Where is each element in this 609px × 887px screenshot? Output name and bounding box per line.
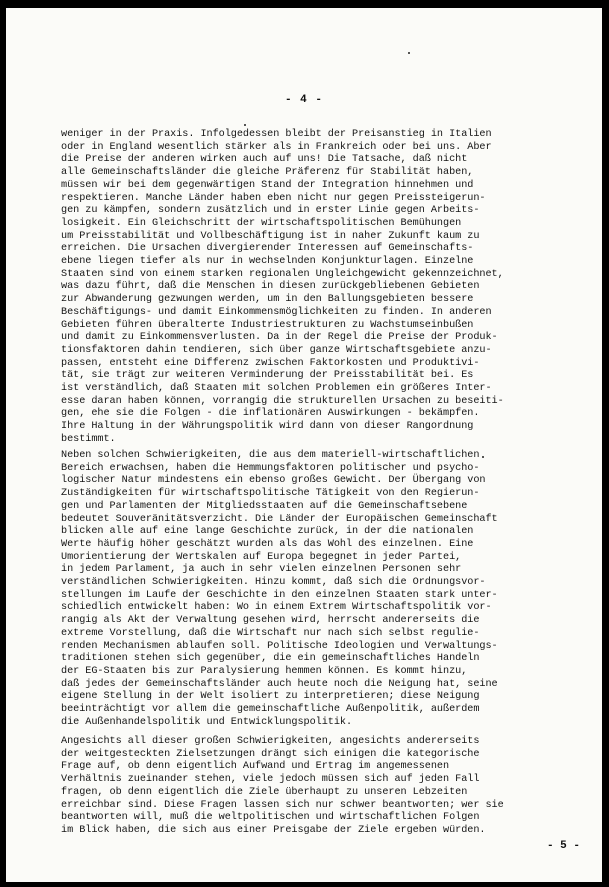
text-line: extreme Vorstellung, daß die Wirtschaft nur nach sich selbst regulie- [61, 627, 480, 639]
scan-speck [244, 124, 246, 126]
text-line: was dazu führt, daß die Menschen in diesen zurückgebliebenen Gebieten [61, 281, 480, 293]
text-line: die Preise der anderen wirken auch auf uns! Die Tatsache, daß nicht [61, 154, 468, 166]
text-line: ebene liegen tiefer als nur in wechselnden Konjunkturlagen. Einzelne [61, 256, 474, 268]
text-line: bestimmt. [61, 433, 116, 445]
text-line: und damit zu Einkommensverlusten. Da in der Regel die Preise der Produk- [61, 332, 498, 344]
text-line: um Preisstabilität und Vollbeschäftigung ist in naher Zukunft kaum zu [61, 230, 480, 242]
text-line: stellungen im Laufe der Geschichte in den einzelnen Staaten stark unter- [61, 589, 498, 601]
text-line: passen, entsteht eine Differenz zwischen Faktorkosten und Produktivi- [61, 357, 480, 369]
text-line: esse daran haben können, vorrangig die strukturellen Ursachen zu beseiti- [61, 395, 504, 407]
text-line: eigene Stellung in der Welt isoliert zu interpretieren; diese Neigung [61, 691, 480, 703]
text-line: erreichen. Die Ursachen divergierender Interessen auf Gemeinschafts- [61, 243, 474, 255]
text-line: tionsfaktoren dahin tendieren, sich über ganze Wirtschaftsgebiete anzu- [61, 344, 492, 356]
text-line: traditionen stehen sich gegenüber, die ein gemeinschaftliches Handeln [61, 653, 480, 665]
scan-speck [408, 52, 410, 54]
text-line: die Außenhandelspolitik und Entwicklungspolitik. [61, 716, 353, 728]
text-line: Angesichts all dieser großen Schwierigkeiten, angesichts andererseits [61, 736, 480, 747]
text-line: Werte häufig höher geschätzt wurden als das Wohl des einzelnen. Eine [61, 538, 474, 550]
text-line: erreichbar sind. Diese Fragen lassen sich nur schwer beantworten; wer sie [61, 799, 504, 811]
text-line: blicken alle auf eine lange Geschichte zurück, in der die nationalen [61, 526, 474, 538]
text-line: der weitgesteckten Zielsetzungen drängt sich einigen die kategorische [61, 748, 480, 760]
text-line: rangig als Akt der Verwaltung gesehen wird, herrscht andererseits die [61, 615, 480, 627]
scan-border-right [601, 0, 609, 887]
text-line: beantworten will, muß die weltpolitischen und wirtschaftlichen Folgen [61, 812, 480, 824]
text-line: gen zu kämpfen, sondern zusätzlich und in erster Linie gegen Arbeits- [61, 205, 480, 217]
page-number: - 4 - [284, 94, 323, 106]
text-line: alle Gemeinschaftsländer die gleiche Präferenz für Stabilität haben, [61, 167, 474, 179]
text-line: weniger in der Praxis. Infolgedessen bleibt der Preisanstieg in Italien [61, 129, 492, 140]
text-line: Zuständigkeiten für wirtschaftspolitische Tätigkeit von den Regierun- [61, 488, 480, 500]
text-line: ist verständlich, daß Staaten mit solchen Problemen ein größeres Inter- [61, 383, 492, 395]
text-line: respektieren. Manche Länder haben eben nicht nur gegen Preissteigerun- [61, 192, 486, 204]
text-line: im Blick haben, die sich aus einer Preisgabe der Ziele ergeben würden. [61, 824, 486, 836]
text-line: der EG-Staaten bis zur Paralysierung hemmen können. Es kommt hinzu, [61, 665, 468, 677]
text-line: daß jedes der Gemeinschaftsländer auch heute noch die Neigung hat, seine [61, 678, 498, 690]
text-line: tät, sie trägt zur weiteren Verminderung der Preisstabilität bei. Es [61, 370, 474, 382]
text-line: bedeutet Souveränitätsverzicht. Die Länder der Europäischen Gemeinschaft [61, 513, 498, 525]
next-page-marker: - 5 - [546, 840, 580, 852]
text-line: Verhältnis zueinander stehen, viele jedoch müssen sich auf jeden Fall [61, 774, 480, 786]
text-line: zur Abwanderung gezwungen werden, um in den Ballungsgebieten bessere [61, 294, 474, 306]
text-line: verständlichen Schwierigkeiten. Hinzu kommt, daß sich die Ordnungsvor- [61, 577, 486, 589]
text-line: Gebieten führen überalterte Industriestrukturen zu Wachstumseinbußen [61, 319, 474, 331]
text-line: Neben solchen Schwierigkeiten, die aus dem materiell-wirtschaftlichen [61, 450, 480, 461]
text-line: gen, ehe sie die Folgen - die inflationären Auswirkungen - bekämpfen. [61, 408, 480, 420]
scan-speck [482, 456, 484, 458]
text-line: gen und Parlamenten der Mitgliedsstaaten auf die Gemeinschaftsebene [61, 500, 468, 512]
text-line: beeinträchtigt vor allem die gemeinschaftliche Außenpolitik, außerdem [61, 704, 480, 716]
text-line: schiedlich entwickelt haben: Wo in einem Extrem Wirtschaftspolitik vor- [61, 602, 492, 614]
text-line: Bereich erwachsen, haben die Hemmungsfaktoren politischer und psycho- [61, 462, 480, 474]
text-line: Staaten sind von einem starken regionalen Ungleichgewicht gekennzeichnet, [61, 268, 504, 280]
text-line: müssen wir bei dem gegenwärtigen Stand der Integration hinnehmen und [61, 179, 474, 191]
paragraph-2 [61, 450, 561, 729]
document-page [6, 8, 602, 882]
text-line: oder in England wesentlich stärker als in Frankreich oder bei uns. Aber [61, 141, 492, 153]
text-line: losigkeit. Ein Gleichschritt der wirtschaftspolitischen Bemühungen [61, 217, 462, 229]
text-line: logischer Natur mindestens ein ebenso großes Gewicht. Der Übergang von [61, 475, 486, 487]
text-line: fragen, ob denn eigentlich die Ziele überhaupt zu unseren Lebzeiten [61, 786, 468, 798]
text-line: in jedem Parlament, ja auch in sehr vielen einzelnen Personen sehr [61, 564, 462, 576]
text-line: Beschäftigungs- und damit Einkommensmöglichkeiten zu finden. In anderen [61, 306, 492, 318]
text-line: Frage auf, ob denn eigentlich Aufwand und Ertrag im angemessenen [61, 761, 450, 773]
text-line: Ihre Haltung in der Währungspolitik wird dann von dieser Rangordnung [61, 421, 474, 433]
text-line: Umorientierung der Wertskalen auf Europa begegnet in jeder Partei, [61, 551, 462, 563]
paragraph-1 [61, 129, 561, 447]
paragraph-3 [61, 736, 561, 838]
text-line: renden Mechanismen ablaufen soll. Politische Ideologien und Verwaltungs- [61, 640, 498, 652]
